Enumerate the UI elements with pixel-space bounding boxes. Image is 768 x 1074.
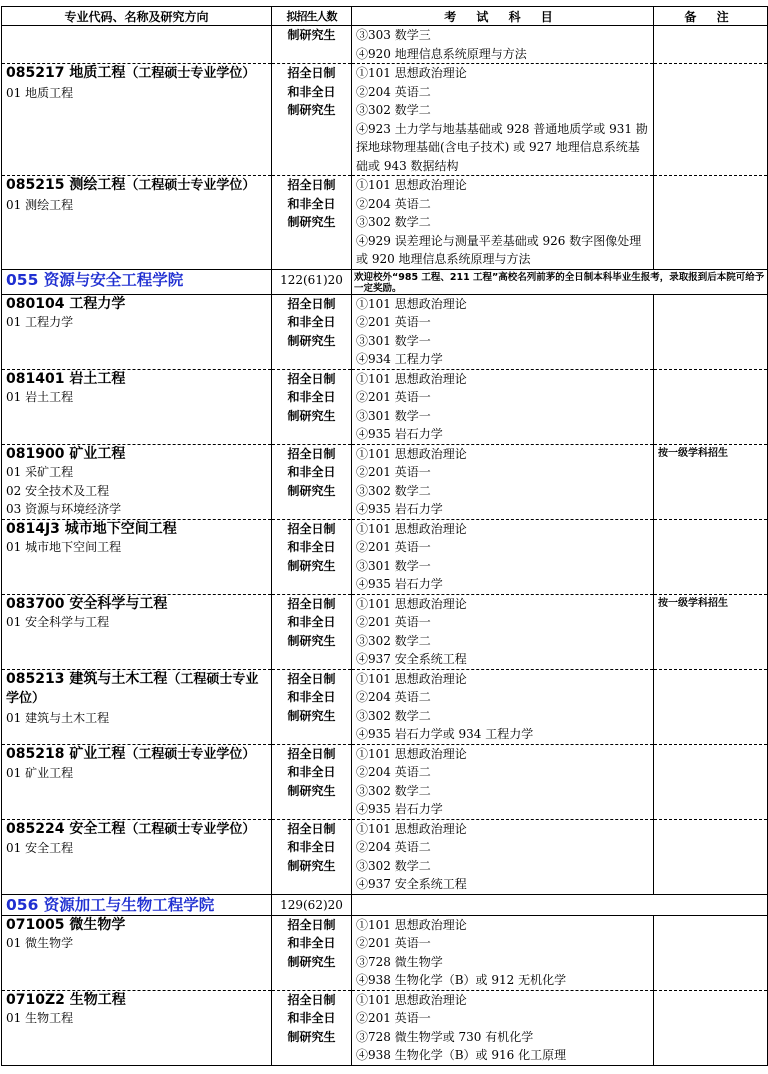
major-cell: [2, 744, 272, 819]
exam-subject: ③302 数学二: [356, 708, 431, 723]
plan-line: 招全日制: [287, 671, 336, 686]
major-cell: [2, 915, 272, 990]
exam-subject: ③301 数学一: [356, 558, 431, 573]
major-degree-type: （工程硕士专业学位）: [125, 821, 256, 837]
exam-subject: ③303 数学三: [356, 28, 431, 42]
note-cell: [654, 369, 768, 444]
plan-cell: [272, 519, 352, 594]
note-cell: [654, 176, 768, 270]
research-direction: 01 地质工程: [6, 85, 74, 100]
exam-subject: ④923 土力学与地基基础或 928 普通地质学或 931 勘探地球物理基础(含电子技术) 或 927 地理信息系统基础或 943 数据结构: [356, 121, 648, 173]
major-code-name: 071005 微生物学: [6, 916, 126, 933]
exam-subject: ④935 岩石力学或 934 工程力学: [356, 727, 534, 741]
plan-line: 招全日制: [287, 178, 336, 192]
major-cell: [2, 594, 272, 669]
plan-line: 和非全日: [287, 315, 336, 329]
plan-line: 制研究生: [287, 333, 336, 348]
exam-subject: ①101 思想政治理论: [356, 917, 467, 932]
note-cell: [654, 915, 768, 990]
major-code-name: 0814J3 城市地下空间工程: [6, 520, 177, 537]
major-title: [6, 820, 267, 840]
exam-subject: ④920 地理信息系统原理与方法: [356, 46, 527, 61]
exam-subject: ④935 岩石力学: [356, 502, 443, 516]
plan-cell: [272, 915, 352, 990]
major-cell: [2, 990, 272, 1065]
plan-line: 制研究生: [287, 28, 336, 42]
school-name: 055 资源与安全工程学院: [6, 270, 184, 289]
note-cell: [654, 64, 768, 176]
plan-cell: [272, 819, 352, 894]
plan-line: 和非全日: [287, 765, 336, 779]
note-cell: [654, 669, 768, 744]
table-row: [2, 594, 768, 669]
plan-cell: [272, 369, 352, 444]
plan-line: 制研究生: [287, 954, 336, 969]
research-direction: 01 微生物学: [6, 936, 74, 950]
plan-line: 和非全日: [287, 690, 336, 704]
major-code-name: 085218 矿业工程: [6, 745, 126, 762]
research-direction: 01 采矿工程: [6, 465, 74, 479]
plan-line: 招全日制: [287, 992, 336, 1007]
note-cell: [654, 519, 768, 594]
research-direction: 01 安全科学与工程: [6, 615, 110, 629]
exam-subject: ②201 英语一: [356, 465, 431, 479]
exam-subject: ④937 安全系统工程: [356, 877, 467, 891]
header-note: 备 注: [654, 7, 768, 26]
header-plan: 拟招生人数: [272, 7, 352, 26]
major-degree-type: （工程硕士专业学位）: [125, 746, 256, 762]
school-name-cell: [2, 269, 272, 294]
plan-line: 招全日制: [287, 446, 336, 461]
major-code-name: 083700 安全科学与工程: [6, 595, 168, 612]
major-code-name: 0710Z2 生物工程: [6, 991, 126, 1008]
exam-subject: ③302 数学二: [356, 483, 431, 498]
plan-line: 招全日制: [287, 746, 336, 761]
plan-line: 制研究生: [287, 103, 336, 117]
exam-subject: ③728 微生物学: [356, 954, 443, 969]
major-title: [6, 745, 267, 765]
exam-subject: ③302 数学二: [356, 215, 431, 229]
exam-subject: ③301 数学一: [356, 333, 431, 348]
school-note: 欢迎校外“985 工程、211 工程”高校名列前茅的全日制本科毕业生报考，录取报到后本院可给予一定奖励。: [352, 269, 768, 294]
research-direction: 03 资源与环境经济学: [6, 502, 122, 516]
major-degree-type: （工程硕士专业学位）: [125, 66, 256, 81]
plan-line: 招全日制: [287, 596, 336, 611]
exam-subject: ④935 岩石力学: [356, 427, 443, 441]
plan-line: 和非全日: [287, 196, 336, 211]
exam-subject: ②204 英语二: [356, 84, 431, 99]
major-title: [6, 670, 267, 709]
major-cell: [2, 444, 272, 519]
exam-subject: ①101 思想政治理论: [356, 178, 467, 192]
plan-line: 招全日制: [287, 371, 336, 386]
exam-subject: ③302 数学二: [356, 783, 431, 798]
admissions-table: [1, 6, 768, 1066]
exam-subject: ①101 思想政治理论: [356, 992, 467, 1007]
exam-cell: [352, 64, 654, 176]
exam-subject: ②204 英语二: [356, 765, 431, 779]
table-row: [2, 819, 768, 894]
note-cell: [654, 294, 768, 369]
table-row: [2, 26, 768, 64]
research-direction: 01 安全工程: [6, 841, 74, 855]
major-title: [6, 991, 267, 1010]
exam-subject: ①101 思想政治理论: [356, 821, 467, 836]
exam-cell: [352, 594, 654, 669]
school-row: [2, 269, 768, 294]
note-cell: [654, 819, 768, 894]
research-direction: 01 矿业工程: [6, 766, 74, 780]
plan-line: 制研究生: [287, 215, 336, 229]
plan-line: 招全日制: [287, 917, 336, 932]
exam-subject: ②201 英语一: [356, 1011, 431, 1025]
school-note: [352, 894, 768, 915]
plan-line: 制研究生: [287, 708, 336, 723]
exam-cell: [352, 369, 654, 444]
plan-line: 和非全日: [287, 1011, 336, 1025]
major-cell: [2, 819, 272, 894]
table-row: [2, 519, 768, 594]
exam-subject: ①101 思想政治理论: [356, 671, 467, 686]
major-cell: [2, 369, 272, 444]
major-cell: [2, 294, 272, 369]
note-cell: [654, 990, 768, 1065]
table-row: [2, 915, 768, 990]
plan-line: 制研究生: [287, 483, 336, 498]
major-cell: [2, 64, 272, 176]
exam-subject: ②201 英语一: [356, 315, 431, 329]
major-cell: [2, 519, 272, 594]
research-direction: 01 生物工程: [6, 1011, 74, 1025]
major-cell: [2, 176, 272, 270]
plan-cell: [272, 594, 352, 669]
exam-cell: [352, 294, 654, 369]
plan-line: 招全日制: [287, 821, 336, 836]
plan-line: 制研究生: [287, 558, 336, 573]
header-exam: 考 试 科 目: [352, 7, 654, 26]
table-row: [2, 176, 768, 270]
exam-cell: [352, 915, 654, 990]
exam-subject: ①101 思想政治理论: [356, 66, 467, 80]
plan-line: 招全日制: [287, 521, 336, 536]
plan-line: 制研究生: [287, 1029, 336, 1044]
table-row: [2, 64, 768, 176]
exam-subject: ④934 工程力学: [356, 352, 443, 366]
major-code-name: 085224 安全工程: [6, 820, 126, 837]
exam-subject: ②201 英语一: [356, 390, 431, 404]
plan-line: 和非全日: [287, 936, 336, 950]
exam-subject: ②204 英语二: [356, 690, 431, 704]
major-code-name: 080104 工程力学: [6, 295, 126, 312]
exam-subject: ②201 英语一: [356, 936, 431, 950]
exam-cell: [352, 444, 654, 519]
note-cell: [654, 744, 768, 819]
plan-cell: [272, 444, 352, 519]
exam-cell: [352, 990, 654, 1065]
school-name: 056 资源加工与生物工程学院: [6, 895, 215, 914]
major-code-name: 085213 建筑与土木工程: [6, 670, 168, 687]
exam-cell: [352, 669, 654, 744]
exam-subject: ①101 思想政治理论: [356, 596, 467, 611]
exam-subject: ①101 思想政治理论: [356, 446, 467, 461]
plan-cell: [272, 26, 352, 64]
table-row: [2, 294, 768, 369]
major-title: [6, 445, 267, 464]
plan-line: 招全日制: [287, 66, 336, 80]
note-cell: 按一级学科招生: [654, 594, 768, 669]
research-direction: 01 岩土工程: [6, 390, 74, 404]
exam-cell: [352, 819, 654, 894]
exam-subject: ①101 思想政治理论: [356, 521, 467, 536]
major-title: [6, 520, 267, 539]
exam-subject: ④935 岩石力学: [356, 577, 443, 591]
exam-subject: ④935 岩石力学: [356, 802, 443, 816]
table-header-row: [2, 7, 768, 26]
major-code-name: 085217 地质工程: [6, 65, 126, 81]
plan-cell: [272, 669, 352, 744]
table-row: [2, 369, 768, 444]
plan-cell: [272, 990, 352, 1065]
major-degree-type: （工程硕士专业学位）: [6, 671, 259, 706]
major-title: [6, 176, 267, 196]
plan-line: 和非全日: [287, 390, 336, 404]
school-row: [2, 894, 768, 915]
header-major: 专业代码、名称及研究方向: [2, 7, 272, 26]
plan-line: 和非全日: [287, 540, 336, 554]
major-title: [6, 370, 267, 389]
exam-cell: [352, 176, 654, 270]
plan-line: 和非全日: [287, 615, 336, 629]
research-direction: 01 工程力学: [6, 315, 74, 329]
exam-subject: ①101 思想政治理论: [356, 296, 467, 311]
research-direction: 01 建筑与土木工程: [6, 710, 110, 725]
plan-line: 制研究生: [287, 408, 336, 423]
major-title: [6, 64, 267, 84]
plan-line: 和非全日: [287, 465, 336, 479]
major-code-name: 085215 测绘工程: [6, 177, 126, 193]
research-direction: 02 安全技术及工程: [6, 483, 110, 498]
plan-cell: [272, 744, 352, 819]
note-cell: 按一级学科招生: [654, 444, 768, 519]
exam-subject: ②204 英语二: [356, 196, 431, 211]
plan-line: 制研究生: [287, 633, 336, 648]
exam-subject: ③301 数学一: [356, 408, 431, 423]
exam-subject: ①101 思想政治理论: [356, 371, 467, 386]
exam-subject: ④938 生物化学（B）或 912 无机化学: [356, 973, 567, 987]
exam-subject: ④937 安全系统工程: [356, 652, 467, 666]
research-direction: 01 测绘工程: [6, 197, 74, 212]
plan-cell: [272, 294, 352, 369]
table-row: [2, 444, 768, 519]
exam-subject: ①101 思想政治理论: [356, 746, 467, 761]
major-title: [6, 595, 267, 614]
exam-cell: [352, 519, 654, 594]
note-cell: [654, 26, 768, 64]
table-row: [2, 669, 768, 744]
exam-subject: ③302 数学二: [356, 103, 431, 117]
table-row: [2, 990, 768, 1065]
major-cell: [2, 669, 272, 744]
school-plan: 129(62)20: [272, 894, 352, 915]
major-title: [6, 916, 267, 935]
major-title: [6, 295, 267, 314]
exam-cell: [352, 744, 654, 819]
exam-cell: [352, 26, 654, 64]
major-code-name: 081900 矿业工程: [6, 445, 126, 462]
table-row: [2, 744, 768, 819]
exam-subject: ④938 生物化学（B）或 916 化工原理: [356, 1048, 567, 1062]
exam-subject: ③302 数学二: [356, 633, 431, 648]
school-name-cell: [2, 894, 272, 915]
plan-line: 和非全日: [287, 840, 336, 854]
exam-subject: ②204 英语二: [356, 840, 431, 854]
exam-subject: ②201 英语一: [356, 615, 431, 629]
plan-line: 招全日制: [287, 296, 336, 311]
school-plan: 122(61)20: [272, 269, 352, 294]
plan-line: 制研究生: [287, 858, 336, 873]
major-code-name: 081401 岩土工程: [6, 370, 126, 387]
exam-subject: ③302 数学二: [356, 858, 431, 873]
exam-subject: ②201 英语一: [356, 540, 431, 554]
research-direction: 01 城市地下空间工程: [6, 540, 122, 554]
plan-cell: [272, 64, 352, 176]
major-degree-type: （工程硕士专业学位）: [125, 178, 256, 193]
plan-line: 和非全日: [287, 84, 336, 99]
plan-cell: [272, 176, 352, 270]
exam-subject: ③728 微生物学或 730 有机化学: [356, 1029, 534, 1044]
major-cell: [2, 26, 272, 64]
plan-line: 制研究生: [287, 783, 336, 798]
exam-subject: ④929 误差理论与测量平差基础或 926 数字图像处理或 920 地理信息系统原理与方法: [356, 233, 642, 266]
